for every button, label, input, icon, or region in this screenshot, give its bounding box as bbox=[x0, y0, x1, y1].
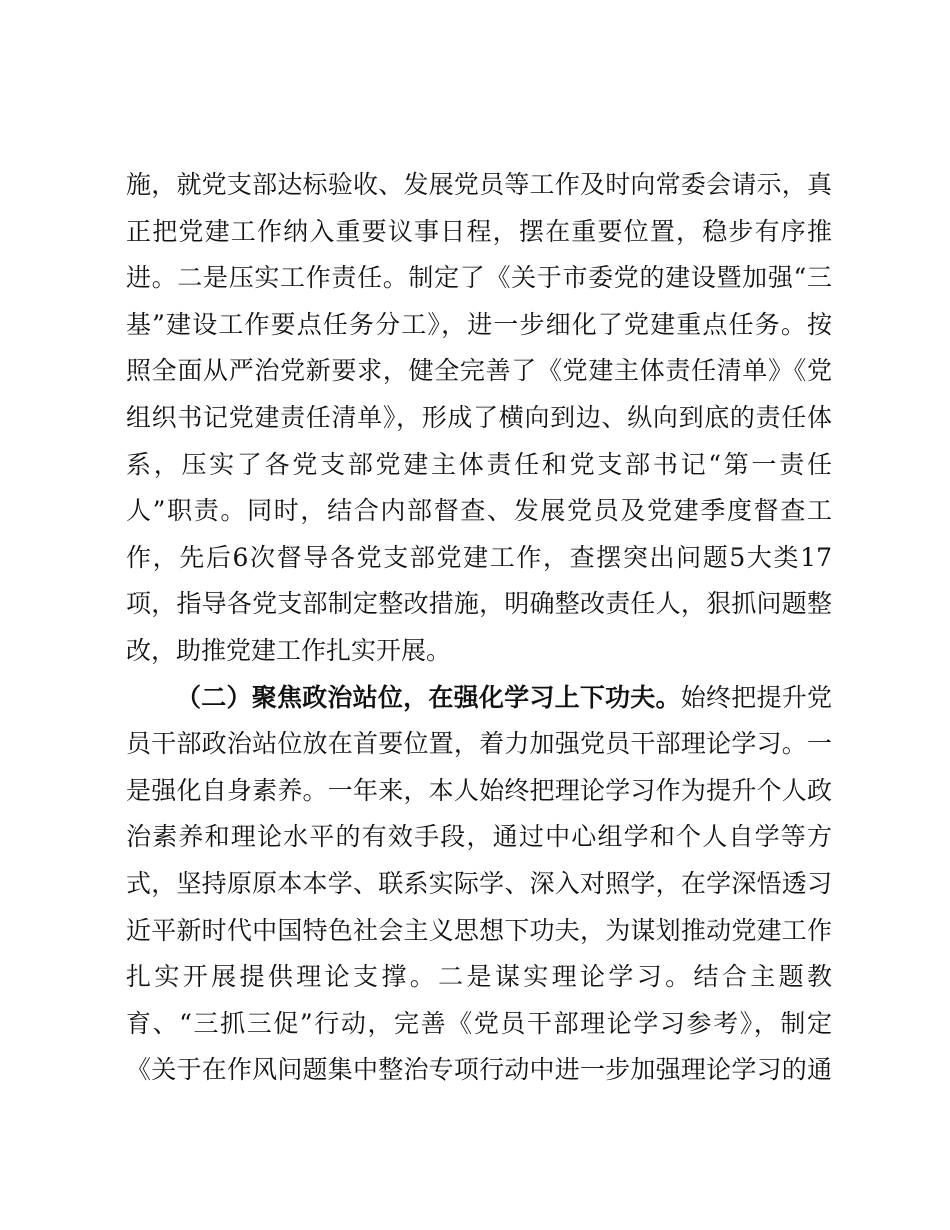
document-body bbox=[126, 162, 832, 1094]
text-line: 正把党建工作纳入重要议事日程，摆在重要位置，稳步有序推 bbox=[126, 216, 832, 246]
text-line: 式，坚持原原本本学、联系实际学、深入对照学，在学深悟透习 bbox=[126, 868, 832, 898]
text-line: 员干部政治站位放在首要位置，着力加强党员干部理论学习。一 bbox=[126, 729, 832, 759]
text-line: 近平新时代中国特色社会主义思想下功夫，为谋划推动党建工作 bbox=[126, 915, 832, 945]
text-line: 系，压实了各党支部党建主体责任和党支部书记“第一责任 bbox=[126, 449, 832, 479]
paragraph-2-first-line bbox=[126, 675, 832, 722]
text-line-rest: 始终把提升党 bbox=[680, 682, 832, 712]
text-line: 项，指导各党支部制定整改措施，明确整改责任人，狠抓问题整 bbox=[126, 589, 832, 619]
text-line: 治素养和理论水平的有效手段，通过中心组学和个人自学等方 bbox=[126, 822, 832, 852]
paragraph-1 bbox=[126, 162, 832, 675]
section-heading: （二）聚焦政治站位，在强化学习上下功夫。 bbox=[176, 682, 681, 712]
text-line: 育、“三抓三促”行动，完善《党员干部理论学习参考》，制定 bbox=[126, 1008, 832, 1038]
text-line: 进。二是压实工作责任。制定了《关于市委党的建设暨加强“三 bbox=[126, 263, 832, 293]
text-line: 人”职责。同时，结合内部督查、发展党员及党建季度督查工 bbox=[126, 496, 832, 526]
text-line: 扎实开展提供理论支撑。二是谋实理论学习。结合主题教 bbox=[126, 962, 832, 992]
text-line: 作，先后6次督导各党支部党建工作，查摆突出问题5大类17 bbox=[126, 542, 832, 572]
text-line: 施，就党支部达标验收、发展党员等工作及时向常委会请示，真 bbox=[126, 170, 832, 199]
text-line: 改，助推党建工作扎实开展。 bbox=[126, 635, 452, 665]
text-line: 照全面从严治党新要求，健全完善了《党建主体责任清单》《党 bbox=[126, 356, 832, 386]
text-line: 《关于在作风问题集中整治专项行动中进一步加强理论学习的通 bbox=[126, 1055, 832, 1085]
text-line: 基”建设工作要点任务分工》，进一步细化了党建重点任务。按 bbox=[126, 309, 832, 339]
text-line: 是强化自身素养。一年来，本人始终把理论学习作为提升个人政 bbox=[126, 775, 832, 805]
paragraph-2 bbox=[126, 675, 832, 1094]
text-line: 组织书记党建责任清单》，形成了横向到边、纵向到底的责任体 bbox=[126, 402, 832, 432]
